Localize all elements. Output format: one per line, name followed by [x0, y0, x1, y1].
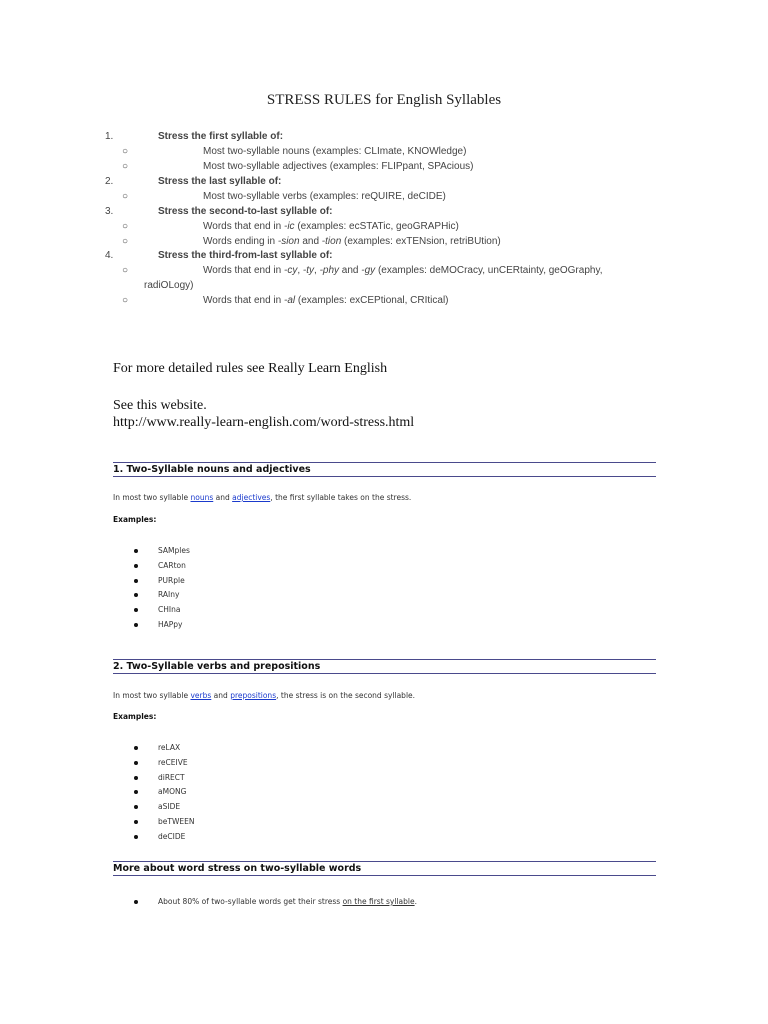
circle-bullet-icon: ○: [122, 161, 129, 172]
list-item: deCIDE: [134, 830, 194, 845]
rule-item-text: Most two-syllable nouns (examples: CLImate, KNOWledge): [203, 146, 467, 157]
bullet-icon: [134, 761, 138, 765]
bullet-icon: [134, 790, 138, 794]
bullet-icon: [134, 746, 138, 750]
bullet-icon: [134, 805, 138, 809]
nouns-link[interactable]: nouns: [190, 493, 214, 502]
section-heading-nouns-adjectives: 1. Two-Syllable nouns and adjectives: [113, 462, 656, 477]
rule-number: 4.: [105, 250, 114, 261]
document-title: STRESS RULES for English Syllables: [266, 92, 502, 108]
circle-bullet-icon: ○: [122, 146, 129, 157]
section-1-paragraph: In most two syllable nouns and adjectives, the first syllable takes on the stress.: [113, 493, 412, 502]
bullet-icon: [134, 549, 138, 553]
rule-number: 3.: [105, 206, 114, 217]
rule-item-text: Words that end in -cy, -ty, -phy and -gy (examples: deMOCracy, unCERtainty, geOGraphy,: [203, 265, 603, 276]
examples-list: [134, 741, 194, 845]
circle-bullet-icon: ○: [122, 191, 129, 202]
list-item: RAIny: [134, 588, 190, 603]
rule-item-text: Most two-syllable adjectives (examples: FLIPpant, SPAcious): [203, 161, 474, 172]
rule-number: 1.: [105, 131, 114, 142]
verbs-link[interactable]: verbs: [190, 691, 212, 700]
list-item: PURple: [134, 574, 190, 589]
examples-label: Examples:: [113, 712, 157, 721]
bullet-icon: [134, 564, 138, 568]
list-item: About 80% of two-syllable words get their stress on the first syllable.: [134, 897, 417, 906]
rule-item-text: Words that end in -ic (examples: ecSTATic, geoGRAPHic): [203, 221, 459, 232]
list-item: CHIna: [134, 603, 190, 618]
rule-item-text: Most two-syllable verbs (examples: reQUIRE, deCIDE): [203, 191, 446, 202]
bullet-icon: [134, 623, 138, 627]
bullet-icon: [134, 776, 138, 780]
list-item: CARton: [134, 559, 190, 574]
circle-bullet-icon: ○: [122, 221, 129, 232]
section-heading-more-about: More about word stress on two-syllable words: [113, 861, 656, 876]
section-heading-verbs-prepositions: 2. Two-Syllable verbs and prepositions: [113, 659, 656, 674]
list-item: beTWEEN: [134, 815, 194, 830]
rule-heading: Stress the second-to-last syllable of:: [158, 206, 333, 217]
rule-heading: Stress the last syllable of:: [158, 176, 282, 187]
rule-item-text: Words ending in -sion and -tion (examples: exTENsion, retriBUtion): [203, 236, 501, 247]
bullet-icon: [134, 608, 138, 612]
adjectives-link[interactable]: adjectives: [232, 493, 271, 502]
list-item: reLAX: [134, 741, 194, 756]
list-item: aMONG: [134, 785, 194, 800]
more-rules-text: For more detailed rules see Really Learn English: [113, 361, 388, 376]
bullet-icon: [134, 593, 138, 597]
list-item: SAMples: [134, 544, 190, 559]
rule-heading: Stress the third-from-last syllable of:: [158, 250, 333, 261]
rule-number: 2.: [105, 176, 114, 187]
examples-label: Examples:: [113, 515, 157, 524]
list-item: aSIDE: [134, 800, 194, 815]
rule-heading: Stress the first syllable of:: [158, 131, 284, 142]
list-item: diRECT: [134, 771, 194, 786]
bullet-icon: [134, 835, 138, 839]
bullet-icon: [134, 579, 138, 583]
examples-list: [134, 544, 190, 633]
circle-bullet-icon: ○: [122, 236, 129, 247]
rule-item-text: Words that end in -al (examples: exCEPtional, CRItical): [203, 295, 449, 306]
circle-bullet-icon: ○: [122, 265, 129, 276]
bullet-icon: [134, 900, 138, 904]
list-item: reCEIVE: [134, 756, 194, 771]
bullet-icon: [134, 820, 138, 824]
list-item: HAPpy: [134, 618, 190, 633]
see-website-text: See this website.: [113, 398, 207, 413]
circle-bullet-icon: ○: [122, 295, 129, 306]
website-url[interactable]: http://www.really-learn-english.com/word-stress.html: [113, 415, 415, 430]
section-2-paragraph: In most two syllable verbs and prepositions, the stress is on the second syllable.: [113, 691, 416, 700]
prepositions-link[interactable]: prepositions: [230, 691, 277, 700]
